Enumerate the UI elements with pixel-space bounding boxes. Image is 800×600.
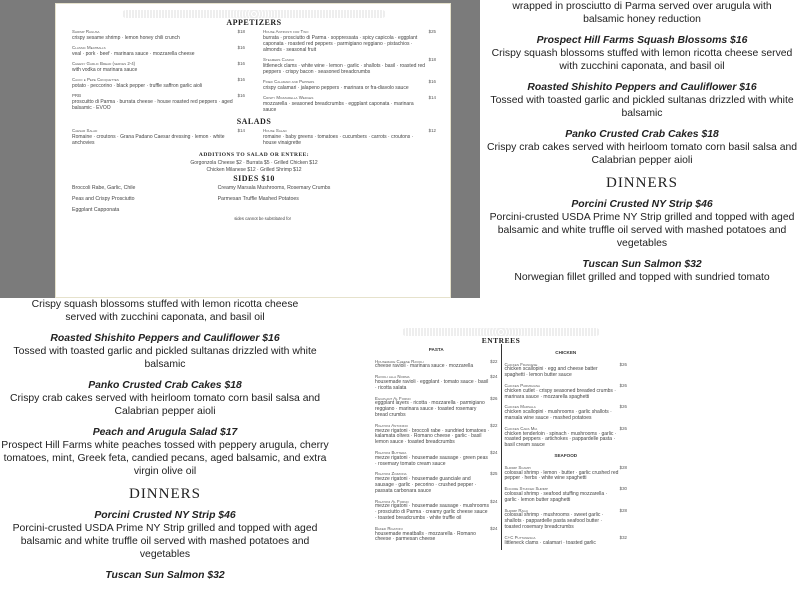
bottom-left-menu-text bbox=[0, 298, 330, 582]
menu-item bbox=[375, 374, 498, 391]
entrees-heading: ENTREES bbox=[481, 336, 521, 345]
dinners-heading: DINNERS bbox=[605, 175, 678, 191]
additions-line: Gorgonzola Cheese $2 · Burrata $5 · Grilled Chicken $12 bbox=[190, 160, 318, 166]
menu-item bbox=[263, 57, 436, 75]
item-price: $16 bbox=[237, 77, 245, 82]
side-item: Broccoli Rabe, Garlic, Chile bbox=[72, 185, 136, 191]
dish-description: Crispy squash blossoms stuffed with lemon ricotta cheese served with zucchini caponata, and basil oil bbox=[491, 48, 793, 72]
item-description: colossal shrimp · mushrooms · sweet garlic · shallots · pappardelle pasta seafood butter · toasted rosemary breadcrumbs bbox=[504, 512, 604, 530]
appetizers-heading: APPETIZERS bbox=[226, 18, 282, 27]
menu-item bbox=[505, 535, 628, 547]
item-description: mezze rigatoni · housemade sausage · green peas · rosemary tomato cream sauce bbox=[375, 454, 488, 467]
item-description: Romaine · croutons · Grana Padano Caesar dressing · lemon · white anchovies bbox=[72, 134, 225, 146]
menu-item bbox=[72, 93, 245, 111]
dish-title: Peach and Arugula Salad $17 bbox=[92, 427, 238, 438]
sides-note: sides cannot be substituted for bbox=[234, 216, 291, 221]
dish-description: Tossed with toasted garlic and pickled sultanas drizzled with white balsamic bbox=[490, 95, 794, 119]
item-description: eggplant layers · ricotta · mozzarella · parmigiano reggiano · marinara sauce · toasted rosemary bread crumbs bbox=[375, 400, 485, 418]
item-description: colossal shrimp · seafood stuffing mozzarella · garlic · lemon butter spaghetti bbox=[504, 490, 608, 503]
menu-item bbox=[263, 95, 436, 113]
appetizers-left-column bbox=[72, 29, 245, 117]
menu-item bbox=[263, 29, 436, 53]
item-description: chicken cutlet · crispy seasoned breaded crumbs · marinara sauce · mozzarella spaghetti bbox=[504, 387, 616, 400]
item-price: $14 bbox=[428, 95, 436, 100]
item-description: mezze rigatoni · broccoli rabe · sundried tomatoes · kalamata olives · Romano cheese · garlic · basil lemon sauce · toasted breadcrumbs bbox=[375, 427, 490, 446]
dish-title: Roasted Shishito Peppers and Cauliflower $16 bbox=[50, 333, 280, 344]
item-price: $30 bbox=[619, 486, 627, 492]
item-description: littleneck clams · calamari · toasted garlic bbox=[504, 539, 596, 546]
item-name: Shrimp Scampi bbox=[504, 464, 531, 470]
item-name: Rigatoni Zozzona bbox=[375, 471, 407, 477]
top-right-menu-text bbox=[484, 0, 800, 284]
item-price: $24 bbox=[490, 374, 498, 380]
item-price: $22 bbox=[490, 422, 498, 428]
salads-heading: SALADS bbox=[236, 117, 272, 126]
intro-line: wrapped in prosciutto di Parma served over arugula with bbox=[512, 1, 772, 12]
item-name: Housemade Cheese Ravioli bbox=[375, 358, 424, 364]
dinners-heading: DINNERS bbox=[128, 486, 201, 502]
appetizers-right-column bbox=[263, 29, 436, 117]
menu-item bbox=[505, 426, 628, 449]
menu-item bbox=[263, 128, 436, 146]
item-price: $26 bbox=[619, 425, 627, 431]
item-description: burrata · prosciutto di Parma · soppressata · spicy capicola · eggplant caponata · roasted red peppers · parmigiano reggiano · pistachios · almonds · seasonal fruit bbox=[263, 35, 418, 53]
menu-item bbox=[505, 486, 628, 503]
item-name: Ravioli alla Norma bbox=[375, 374, 410, 380]
item-price: $25 bbox=[428, 29, 436, 34]
dish-description: Crispy crab cakes served with heirloom tomato corn basil salsa and Calabrian pepper aioli bbox=[486, 142, 798, 166]
menu-item bbox=[375, 396, 498, 419]
menu-item bbox=[375, 423, 498, 446]
menu-item bbox=[375, 450, 498, 467]
dish-title: Roasted Shishito Peppers and Cauliflower $16 bbox=[527, 82, 757, 93]
intro-line: served with zucchini caponata, and basil oil bbox=[65, 312, 265, 323]
item-description: potato · peccorino · black pepper · truffle saffron garlic aioli bbox=[72, 83, 203, 89]
item-description: proscuitto di Parma · burrata cheese · house roasted red peppers · aged balsamic · EVOO bbox=[72, 99, 233, 111]
menu-item bbox=[505, 508, 628, 531]
menu-item bbox=[375, 359, 498, 371]
menu-item bbox=[72, 45, 245, 57]
item-name: PRB bbox=[72, 93, 82, 98]
item-price: $16 bbox=[428, 79, 436, 84]
item-name: Shrimp Ragusa bbox=[72, 29, 100, 34]
item-name: Rigatoni Buttera bbox=[375, 449, 407, 455]
item-price: $24 bbox=[490, 449, 498, 455]
item-price: $18 bbox=[237, 29, 245, 34]
item-name: House Salad bbox=[263, 128, 287, 133]
item-description: veal · pork · beef · marinara sauce · mozzarella cheese bbox=[72, 51, 195, 57]
pasta-heading: PASTA bbox=[428, 346, 444, 352]
item-price: $32 bbox=[619, 534, 627, 540]
additions-heading: ADDITIONS TO SALAD OR ENTREE: bbox=[198, 152, 310, 158]
item-price: $16 bbox=[237, 45, 245, 50]
menu-item bbox=[72, 29, 245, 41]
dish-title: Porcini Crusted NY Strip $46 bbox=[94, 510, 236, 521]
item-name: Shrimp Ragu bbox=[504, 507, 528, 513]
salad-column bbox=[263, 128, 436, 150]
menu-item bbox=[263, 79, 436, 91]
item-price: $16 bbox=[237, 61, 245, 66]
item-name: House Antipasti for Two bbox=[263, 29, 309, 34]
item-name: Caesar Salad bbox=[72, 128, 98, 133]
item-price: $12 bbox=[428, 128, 436, 133]
item-name: Eggplant Al Forno bbox=[375, 395, 411, 401]
item-name: Chicken Parmigiana bbox=[504, 382, 540, 388]
salads-section bbox=[72, 128, 436, 150]
item-price: $28 bbox=[619, 464, 627, 470]
item-name: Encore Stuffed Shrimp bbox=[504, 486, 549, 492]
item-description: mezze rigatoni · housemade sausage · mushrooms · prosciutto di Parma · creamy garlic cheese sauce · toasted breadcrumbs · white truffle oil bbox=[375, 503, 489, 521]
seafood-heading: SEAFOOD bbox=[554, 452, 578, 458]
dish-title: Tuscan Sun Salmon $32 bbox=[105, 570, 225, 581]
item-name: Chicken Cara Mia bbox=[504, 425, 538, 431]
side-item: Peas and Crispy Prosciutto bbox=[72, 196, 135, 202]
item-description: chicken scallopini · egg and cheese batter spaghetti · lemon butter sauce bbox=[504, 366, 598, 379]
item-price: $18 bbox=[428, 57, 436, 62]
item-description: chicken tenderloin · spinach · mushrooms · garlic · roasted peppers · artichokes · pappardelle pasta · basil cream sauce bbox=[504, 430, 617, 449]
dish-description: Tossed with toasted garlic and pickled sultanas drizzled with white balsamic bbox=[13, 346, 317, 370]
dish-title: Prospect Hill Farms Squash Blossoms $16 bbox=[536, 35, 748, 46]
item-description: with vodka or marinara sauce bbox=[72, 67, 138, 73]
item-name: Crispy Mozzarella Wedges bbox=[263, 95, 314, 100]
item-price: $26 bbox=[490, 395, 498, 401]
menu-item bbox=[72, 128, 245, 146]
item-description: mozzarella · seasoned breadcrumbs · eggplant caponata · marinara sauce bbox=[263, 101, 414, 113]
item-price: $26 bbox=[619, 382, 627, 388]
dish-title: Panko Crusted Crab Cakes $18 bbox=[565, 129, 719, 140]
item-name: Steamers Casino bbox=[263, 57, 295, 62]
item-description: chicken scallopini · mushrooms · garlic shallots · marsala wine sauce · mashed potatoes bbox=[504, 409, 612, 421]
side-item: Eggplant Capponata bbox=[72, 207, 120, 213]
item-price: $28 bbox=[619, 507, 627, 513]
sides-heading: SIDES $10 bbox=[233, 174, 275, 183]
dish-description: Porcini-crusted USDA Prime NY Strip grilled and topped with aged balsamic and white truffle oil served with mashed potatoes and vegetables bbox=[489, 212, 795, 249]
sides-list bbox=[72, 185, 436, 213]
menu-item bbox=[505, 362, 628, 379]
dish-description: Crispy crab cakes served with heirloom tomato corn basil salsa and Calabrian pepper aioli bbox=[9, 393, 321, 417]
chicken-list bbox=[505, 362, 628, 449]
menu-item bbox=[375, 499, 498, 522]
side-item: Parmesan Truffle Mashed Potatoes bbox=[217, 196, 299, 202]
seafood-list bbox=[505, 465, 628, 547]
item-description: littleneck clams · white wine · lemon · garlic · shallots · basil · roasted red peppers · crispy bacon · seasoned breadcrumbs bbox=[263, 63, 425, 75]
item-price: $26 bbox=[619, 361, 627, 367]
item-price: $26 bbox=[619, 404, 627, 410]
menu-item bbox=[505, 404, 628, 421]
menu-item bbox=[505, 465, 628, 482]
pasta-list bbox=[375, 359, 498, 544]
item-name: Classic Meatballs bbox=[72, 45, 106, 50]
item-description: romaine · baby greens · tomatoes · cucumbers · carrots · croutons · house vinaigrette bbox=[263, 134, 414, 146]
item-description: crispy calamari · jalapeno peppers · marinara or fra-diavolo sauce bbox=[263, 85, 409, 91]
item-price: $25 bbox=[490, 471, 498, 477]
entrees-menu-card bbox=[372, 326, 630, 600]
menu-item bbox=[505, 383, 628, 400]
item-price: $14 bbox=[237, 128, 245, 133]
item-price: $24 bbox=[490, 525, 498, 531]
intro-line: balsamic honey reduction bbox=[583, 14, 701, 25]
item-description: crispy sesame shrimp · lemon honey chili crunch bbox=[72, 35, 180, 41]
item-price: $24 bbox=[490, 498, 498, 504]
dish-description: Prospect Hill Farms white peaches tossed with peppery arugula, cherry tomatoes, mint, Greek feta, candied pecans, aged balsamic, and extra virgin olive oil bbox=[1, 440, 329, 477]
item-description: housemade ravioli · eggplant · tomato sauce · basil · ricotta salata bbox=[375, 378, 489, 391]
item-name: Baked Rigatoni bbox=[375, 525, 403, 531]
ornament-divider bbox=[402, 328, 600, 336]
menu-item bbox=[72, 61, 245, 73]
item-price: $22 bbox=[490, 358, 498, 364]
intro-line: Crispy squash blossoms stuffed with lemon ricotta cheese bbox=[31, 299, 299, 310]
chicken-heading: CHICKEN bbox=[555, 349, 577, 355]
dish-title: Panko Crusted Crab Cakes $18 bbox=[88, 380, 242, 391]
dish-title: Porcini Crusted NY Strip $46 bbox=[571, 199, 713, 210]
item-name: Chicken Marsala bbox=[504, 404, 536, 410]
menu-item bbox=[375, 526, 498, 543]
item-name: Fried Calamari and Peppers bbox=[263, 79, 315, 84]
item-name: Rigatoni Al Forno bbox=[375, 498, 409, 504]
item-price: $16 bbox=[237, 93, 245, 98]
item-description: mezze rigatoni · housemade guanciale and sausage · garlic · pecorino · crushed pepper · passata carbonara sauce bbox=[375, 476, 477, 494]
menu-item bbox=[72, 77, 245, 89]
item-name: Chicken Francese bbox=[504, 361, 538, 367]
item-name: Rigatoni Antonino bbox=[375, 422, 408, 428]
item-name: Cacio e Pepe Croquettes bbox=[72, 77, 119, 82]
item-description: colossal shrimp · lemon · butter · garlic crushed red pepper · herbs · white wine spaghetti bbox=[504, 469, 619, 482]
appetizers-menu-card bbox=[55, 3, 451, 298]
salad-column bbox=[72, 128, 245, 150]
dish-title: Tuscan Sun Salmon $32 bbox=[582, 259, 702, 270]
item-name: Cheesy Garlic Bread (serves 2-4) bbox=[72, 61, 136, 66]
dish-description: Norwegian fillet grilled and topped with sundried tomato bbox=[514, 272, 770, 283]
dish-description: Porcini-crusted USDA Prime NY Strip grilled and topped with aged balsamic and white truffle oil served with mashed potatoes and vegetables bbox=[12, 523, 318, 560]
item-description: cheese ravioli · marinara sauce · mozzarella bbox=[375, 363, 474, 370]
item-name: C+C Puttanesca bbox=[504, 534, 536, 540]
menu-item bbox=[375, 471, 498, 494]
item-description: housemade meatballs · mozzarella · Romano cheese · parmesan cheese bbox=[375, 530, 476, 543]
side-item: Creamy Marsala Mushrooms, Rosemary Crumbs bbox=[217, 185, 331, 191]
ornament-divider bbox=[122, 10, 386, 18]
additions-line: Chicken Milanese $12 · Grilled Shrimp $12 bbox=[206, 167, 302, 173]
